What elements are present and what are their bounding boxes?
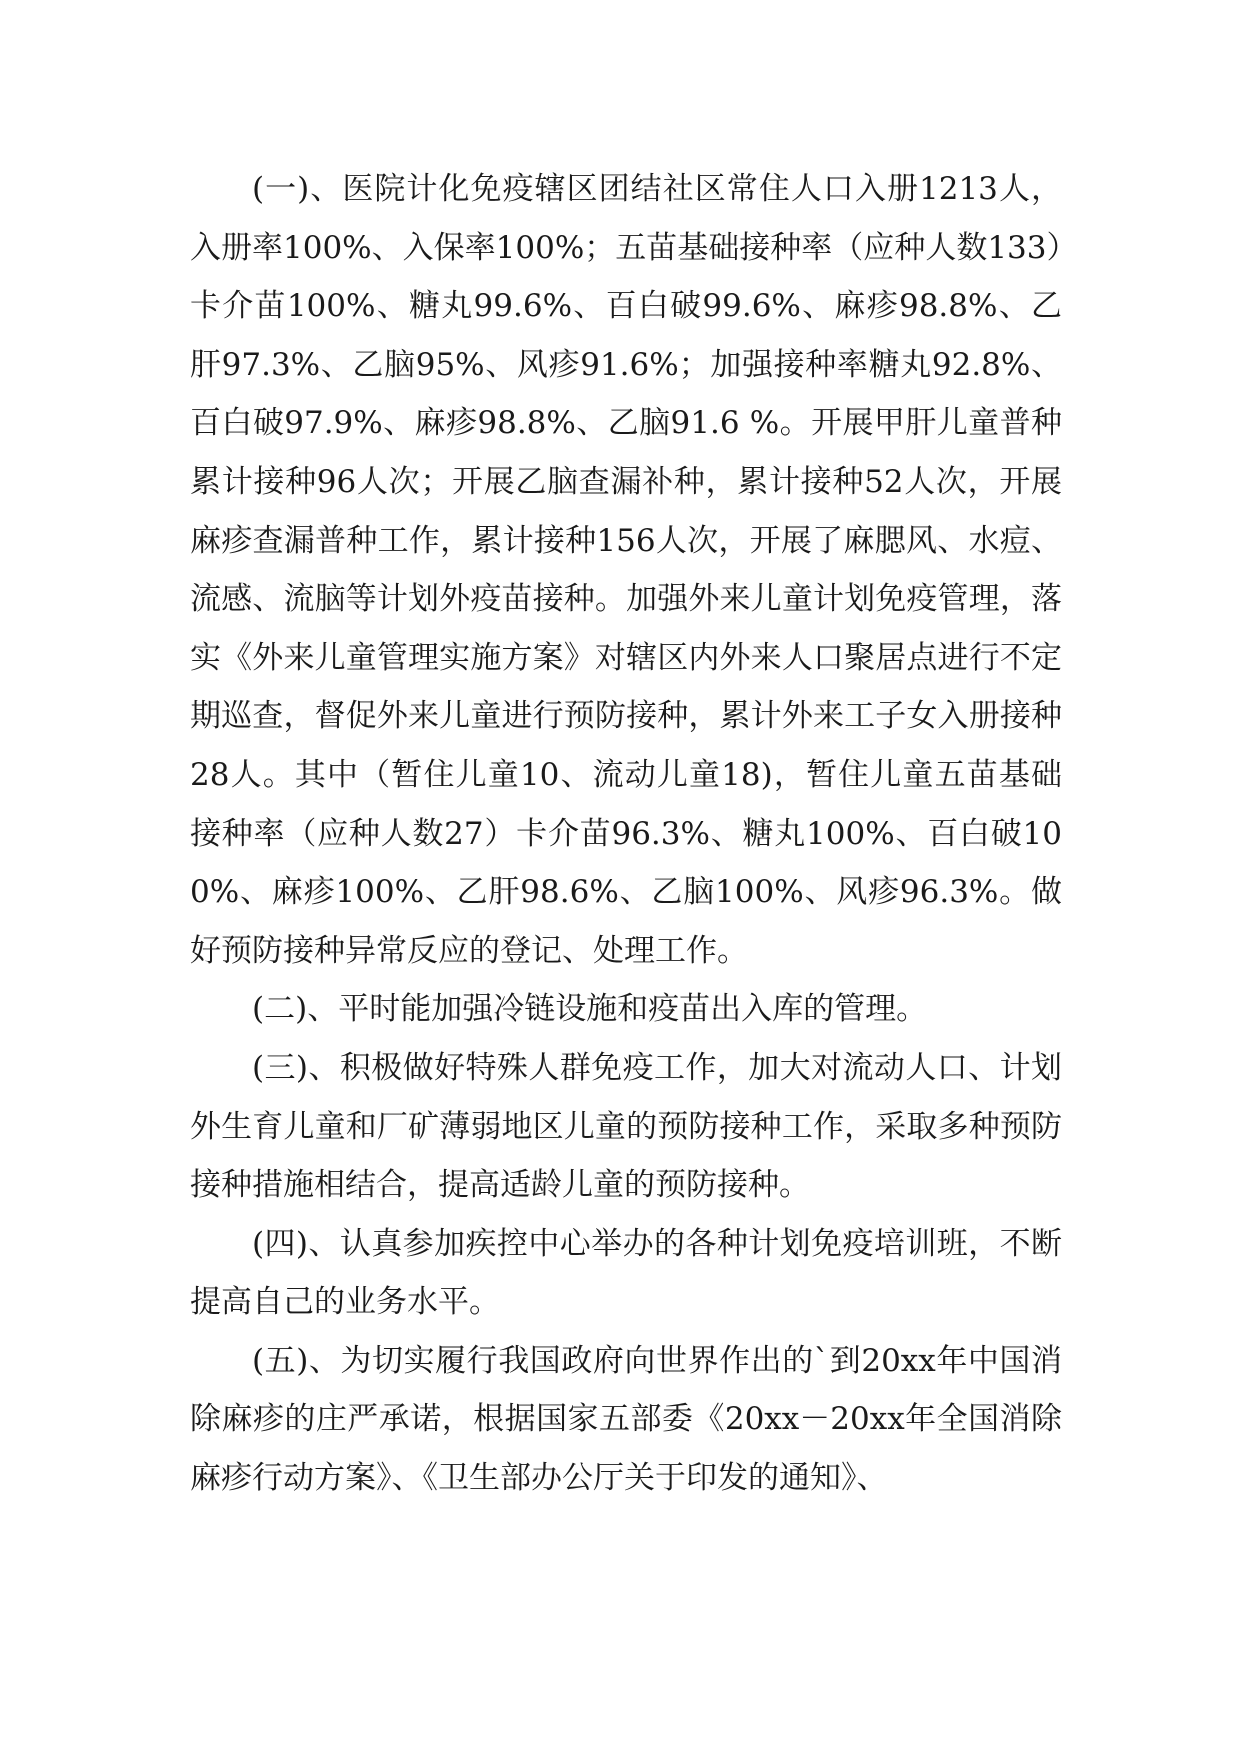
- paragraph-measles-elimination: (五)、为切实履行我国政府向世界作出的`到20xx年中国消除麻疹的庄严承诺，根据国家五部委《20xx－20xx年全国消除麻疹行动方案》、《卫生部办公厅关于印发的通知》、: [190, 1342, 1062, 1497]
- paragraph-special-groups: (三)、积极做好特殊人群免疫工作，加大对流动人口、计划外生育儿童和厂矿薄弱地区儿童的预防接种工作，采取多种预防接种措施相结合，提高适龄儿童的预防接种。: [190, 1049, 1062, 1204]
- document-body: [190, 160, 1062, 1508]
- paragraph-cold-chain: (二)、平时能加强冷链设施和疫苗出入库的管理。: [252, 991, 928, 1028]
- paragraph-immunization-stats: (一)、医院计化免疫辖区团结社区常住人口入册1213人，入册率100%、入保率100%；五苗基础接种率（应种人数133）卡介苗100%、糖丸99.6%、百白破99.6%、麻疹98.8%、乙肝97.3%、乙脑95%、风疹91.6%；加强接种率糖丸92.8%、百白破97.9%、麻疹98.8%、乙脑91.6 %。开展甲肝儿童普种累计接种96人次；开展乙脑查漏补种，累计接种52人次，开展麻疹查漏普种工作，累计接种156人次，开展了麻腮风、水痘、流感、流脑等计划外疫苗接种。加强外来儿童计划免疫管理，落实《外来儿童管理实施方案》对辖区内外来人口聚居点进行不定期巡查，督促外来儿童进行预防接种，累计外来工子女入册接种28人。其中（暂住儿童10、流动儿童18)，暂住儿童五苗基础接种率（应种人数27）卡介苗96.3%、糖丸100%、百白破100%、麻疹100%、乙肝98.6%、乙脑100%、风疹96.3%。做好预防接种异常反应的登记、处理工作。: [190, 171, 1062, 969]
- paragraph-training: (四)、认真参加疾控中心举办的各种计划免疫培训班，不断提高自己的业务水平。: [190, 1225, 1062, 1321]
